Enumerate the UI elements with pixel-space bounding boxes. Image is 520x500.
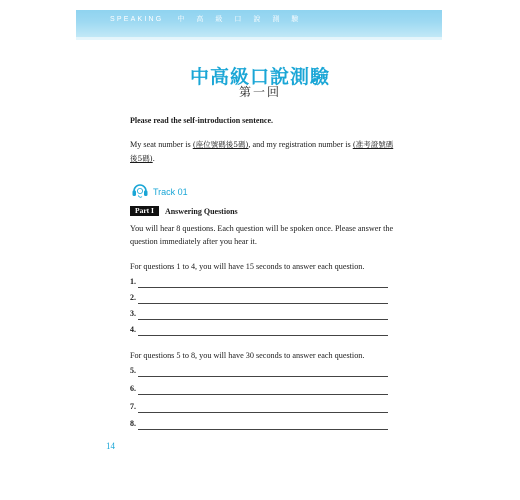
answer-rule	[138, 287, 388, 288]
answer-line	[130, 293, 388, 305]
answer-line	[130, 309, 388, 321]
instruction-text: Please read the self-introduction sentence.	[130, 116, 274, 125]
track-label: Track 01	[153, 187, 188, 197]
part-intro: You will hear 8 questions. Each question will be spoken once. Please answer the question immediately after you hear it.	[130, 224, 394, 246]
seat-sentence	[130, 138, 400, 166]
registration-number-blank: (准考證號碼後5碼)	[130, 140, 394, 163]
page-number: 14	[106, 441, 115, 451]
exam-title: 中高級口說測驗	[189, 66, 330, 88]
question-number: 4.	[130, 325, 136, 334]
question-number: 3.	[130, 309, 136, 318]
part-title: Answering Questions	[164, 206, 238, 216]
question-number: 6.	[130, 384, 136, 393]
headphones-icon	[130, 180, 150, 205]
seat-sentence-part1: My seat number is	[130, 140, 193, 149]
seat-number-blank: (座位號碼後5碼)	[192, 140, 249, 149]
track-indicator	[130, 182, 188, 202]
part-heading	[130, 206, 238, 216]
answer-line	[130, 277, 388, 289]
section-label: SPEAKING	[110, 16, 164, 23]
exam-subtitle: 第一回	[238, 85, 281, 99]
answer-line	[130, 402, 388, 414]
answer-line	[130, 366, 388, 378]
question-number: 8.	[130, 419, 136, 428]
answer-rule	[138, 429, 388, 430]
answer-rule	[138, 335, 388, 336]
answer-line	[130, 325, 388, 337]
answer-rule	[138, 412, 388, 413]
group1-label: For questions 1 to 4, you will have 15 seconds to answer each question.	[130, 262, 365, 271]
seat-sentence-part2: , and my registration number is	[248, 140, 353, 149]
answer-line	[130, 419, 388, 431]
group2-label: For questions 5 to 8, you will have 30 seconds to answer each question.	[130, 351, 365, 360]
answer-line	[130, 384, 388, 396]
answer-rule	[138, 394, 388, 395]
answer-rule	[138, 303, 388, 304]
question-number: 2.	[130, 293, 136, 302]
question-number: 5.	[130, 366, 136, 375]
part-badge: Part I	[130, 206, 159, 216]
book-title: 中高級口說測驗	[177, 15, 311, 23]
question-number: 1.	[130, 277, 136, 286]
running-head	[110, 14, 310, 24]
seat-sentence-part3: .	[152, 154, 155, 163]
answer-rule	[138, 319, 388, 320]
question-number: 7.	[130, 402, 136, 411]
answer-rule	[138, 376, 388, 377]
